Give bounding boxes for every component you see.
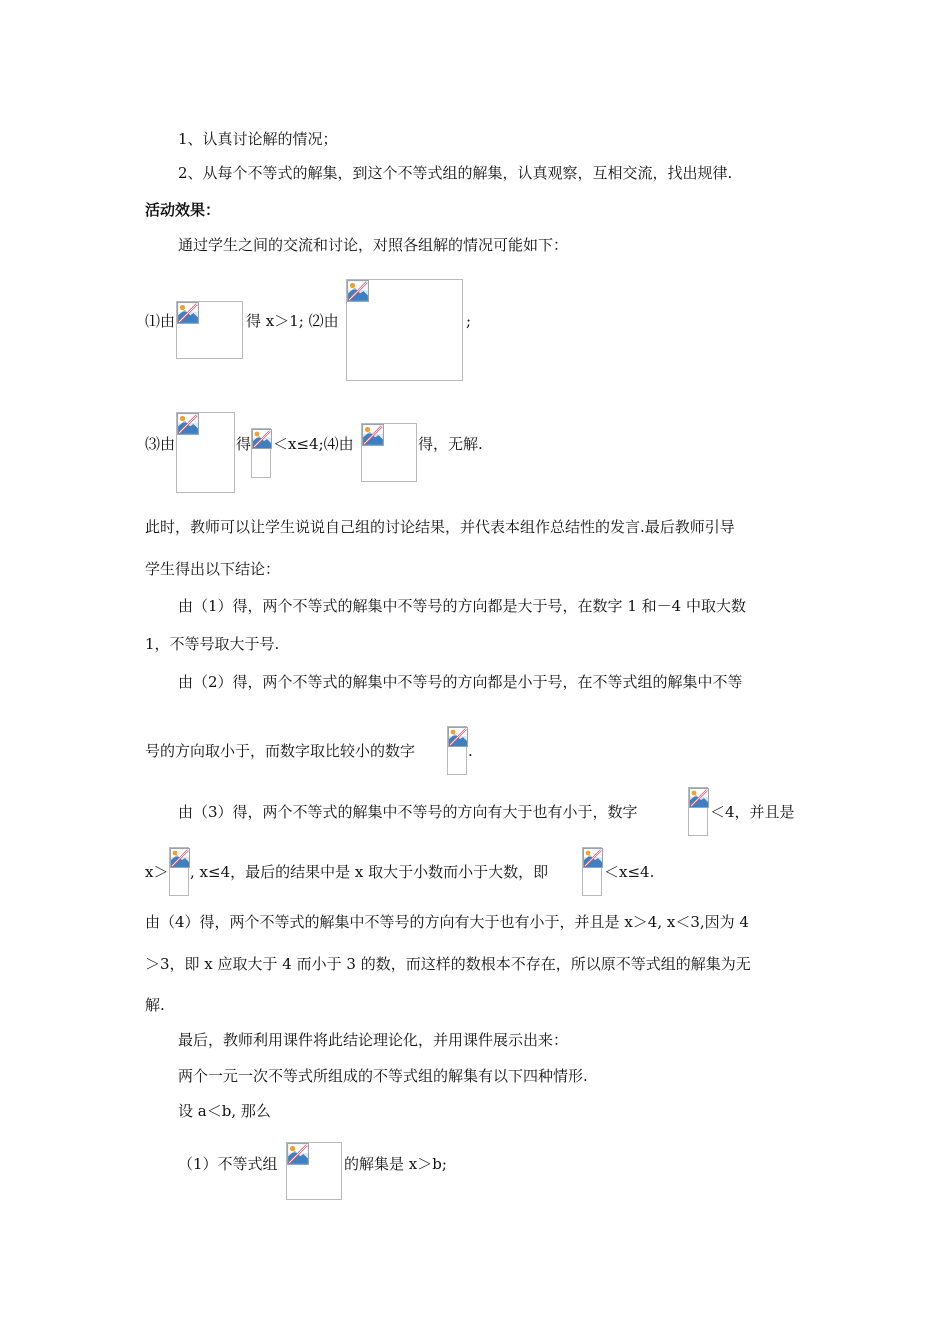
formula-image [346, 279, 463, 381]
paragraph-line: 由（4）得，两个不等式的解集中不等号的方向有大于也有小于，并且是 x＞4, x＜3,因为 4 [145, 913, 749, 931]
case3-label: ⑶由 [145, 435, 176, 453]
broken-image-icon [362, 424, 384, 446]
formula-image [582, 847, 602, 896]
paragraph-line: 设 a＜b, 那么 [178, 1102, 271, 1120]
broken-image-icon [252, 429, 272, 449]
paragraph-line: 由（1）得，两个不等式的解集中不等号的方向都是大于号，在数字 1 和－4 中取大数 [178, 597, 746, 615]
formula-image [447, 726, 467, 775]
paragraph-line: 由（2）得，两个不等式的解集中不等号的方向都是小于号，在不等式组的解集中不等 [178, 673, 743, 691]
case4-result: 得，无解. [418, 435, 483, 453]
formula-image [251, 428, 271, 478]
broken-image-icon [689, 788, 709, 808]
broken-image-icon [448, 727, 468, 747]
formula-image [688, 787, 708, 836]
broken-image-icon [287, 1143, 309, 1165]
paragraph-line: ＜x≤4. [604, 863, 655, 881]
case1-result: 得 x＞1; ⑵由 [246, 312, 339, 330]
formula-image [361, 423, 417, 482]
broken-image-icon [177, 302, 199, 324]
list-item-1: 1、认真讨论解的情况； [178, 130, 338, 148]
formula-image [286, 1142, 342, 1200]
paragraph-line: 号的方向取小于，而数字取比较小的数字 [145, 742, 416, 760]
paragraph-line: 最后，教师利用课件将此结论理论化，并用课件展示出来： [178, 1031, 569, 1049]
case3-result: ＜x≤4;⑷由 [273, 435, 354, 453]
paragraph-line: ＜4，并且是 [710, 803, 795, 821]
formula-image [169, 847, 189, 896]
paragraph-line: 此时，教师可以让学生说说自己组的讨论结果，并代表本组作总结性的发言.最后教师引导 [145, 518, 735, 536]
paragraph-line: , x≤4，最后的结果中是 x 取大于小数而小于大数，即 [190, 863, 549, 881]
formula-image [176, 301, 243, 359]
case1-label: ⑴由 [145, 312, 176, 330]
paragraph-line: 学生得出以下结论： [145, 560, 281, 578]
paragraph-line: . [468, 742, 473, 760]
broken-image-icon [347, 280, 369, 302]
section-heading: 活动效果： [145, 201, 221, 219]
broken-image-icon [583, 848, 603, 868]
case3-de: 得 [236, 435, 252, 453]
broken-image-icon [170, 848, 190, 868]
paragraph-line: 两个一元一次不等式所组成的不等式组的解集有以下四种情形. [178, 1067, 588, 1085]
paragraph-line: 由（3）得，两个不等式的解集中不等号的方向有大于也有小于，数字 [178, 803, 638, 821]
paragraph-line: x＞ [145, 863, 169, 881]
case2-end: ; [466, 312, 472, 330]
paragraph-line: 解. [145, 996, 165, 1014]
formula-image [176, 412, 235, 493]
list-item-2: 2、从每个不等式的解集，到这个不等式组的解集，认真观察，互相交流，找出规律. [178, 164, 733, 182]
paragraph-line: ＞3，即 x 应取大于 4 而小于 3 的数，而这样的数根本不存在，所以原不等式组的解集为无 [145, 955, 751, 973]
paragraph-intro: 通过学生之间的交流和讨论，对照各组解的情况可能如下： [178, 236, 569, 254]
case-list-item: 的解集是 x＞b; [344, 1155, 447, 1173]
case-list-item: （1）不等式组 [178, 1155, 278, 1173]
paragraph-line: 1，不等号取大于号. [145, 635, 280, 653]
broken-image-icon [177, 413, 199, 435]
